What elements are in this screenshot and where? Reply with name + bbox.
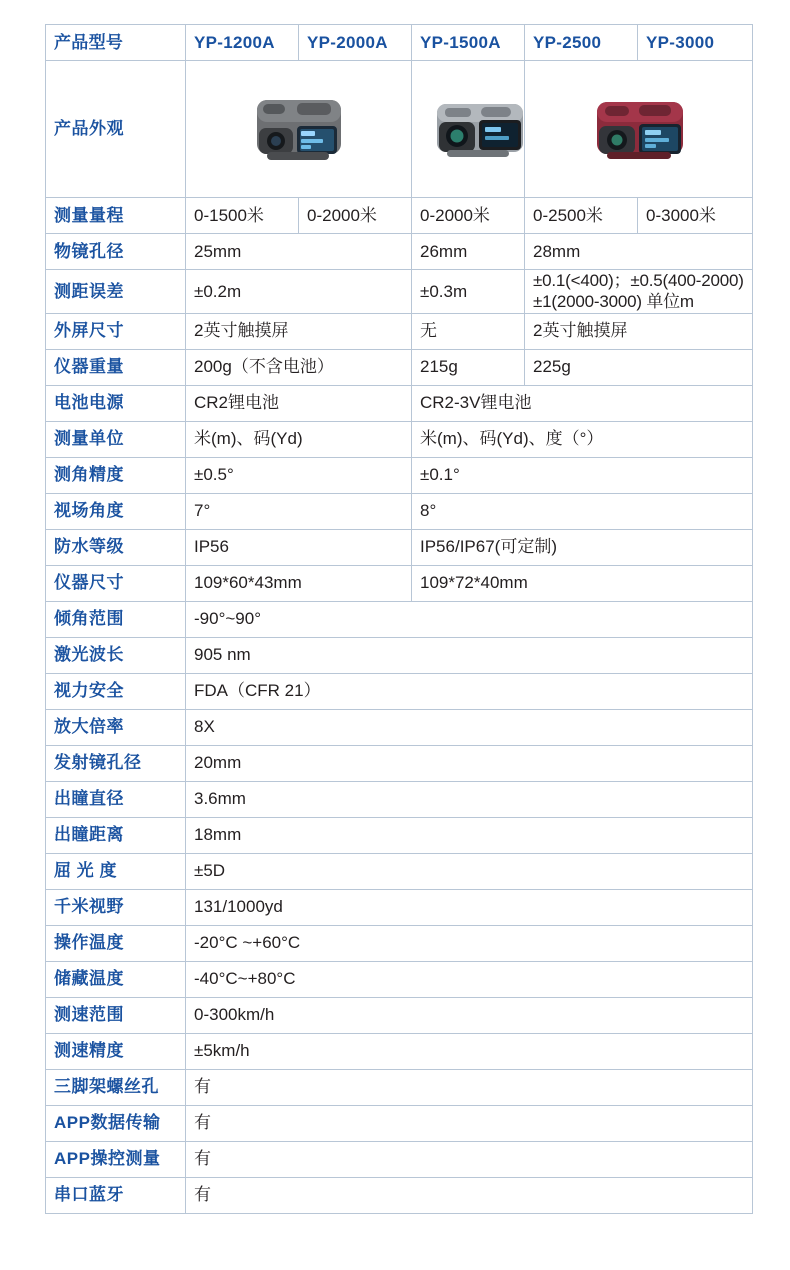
table-row (46, 997, 753, 1033)
row-value-cell: 20mm (186, 745, 753, 781)
table-row (46, 781, 753, 817)
row-value-cell: CR2锂电池 (186, 385, 412, 421)
row-value-cell: 0-1500米 (186, 198, 299, 234)
row-label-cell: 防水等级 (46, 529, 186, 565)
row-value-cell: ±0.1(<400)；±0.5(400-2000) ±1(2000-3000) 单位m (525, 270, 753, 314)
row-value-cell: ±0.2m (186, 270, 412, 314)
row-value-cell: 无 (412, 313, 525, 349)
row-label-cell: 测距误差 (46, 270, 186, 314)
row-label-cell: 物镜孔径 (46, 234, 186, 270)
table-header-row (46, 25, 753, 61)
row-value-cell: 有 (186, 1069, 753, 1105)
row-value-cell: 2英寸触摸屏 (525, 313, 753, 349)
row-label-cell: APP操控测量 (46, 1141, 186, 1177)
row-value-cell: 7° (186, 493, 412, 529)
table-row (46, 313, 753, 349)
row-value-cell: 有 (186, 1105, 753, 1141)
table-row (46, 198, 753, 234)
row-value-cell: -20°C ~+60°C (186, 925, 753, 961)
row-value-cell: 8X (186, 709, 753, 745)
row-value-cell: IP56 (186, 529, 412, 565)
table-row (46, 1069, 753, 1105)
row-value-cell: -40°C~+80°C (186, 961, 753, 997)
row-label-cell: 测量单位 (46, 421, 186, 457)
product-image-cell-3 (525, 61, 753, 198)
row-value-cell: 0-3000米 (638, 198, 753, 234)
table-row (46, 889, 753, 925)
row-value-cell: 131/1000yd (186, 889, 753, 925)
row-label-cell: 视场角度 (46, 493, 186, 529)
row-label-cell: 出瞳直径 (46, 781, 186, 817)
product-image-cell-2 (412, 61, 525, 198)
table-row (46, 961, 753, 997)
row-value-cell: 225g (525, 349, 753, 385)
row-value-cell: 28mm (525, 234, 753, 270)
row-value-cell: ±0.3m (412, 270, 525, 314)
table-row (46, 457, 753, 493)
table-row (46, 385, 753, 421)
row-value-cell: 0-2000米 (299, 198, 412, 234)
row-label-cell: 串口蓝牙 (46, 1177, 186, 1213)
row-label-cell: 激光波长 (46, 637, 186, 673)
row-label-cell: 出瞳距离 (46, 817, 186, 853)
appearance-label-cell: 产品外观 (46, 61, 186, 198)
table-row (46, 637, 753, 673)
rangefinder-silver-icon (420, 86, 540, 172)
row-value-cell: ±0.5° (186, 457, 412, 493)
row-value-cell: 0-2500米 (525, 198, 638, 234)
row-label-cell: 发射镜孔径 (46, 745, 186, 781)
row-value-cell: 215g (412, 349, 525, 385)
row-label-cell: 测速范围 (46, 997, 186, 1033)
rangefinder-dark-gray-icon (239, 86, 359, 172)
table-row (46, 234, 753, 270)
table-row (46, 601, 753, 637)
table-row (46, 421, 753, 457)
table-row (46, 565, 753, 601)
model-cell-0: YP-1200A (186, 25, 299, 61)
model-cell-3: YP-2500 (525, 25, 638, 61)
row-value-cell: 18mm (186, 817, 753, 853)
row-label-cell: 放大倍率 (46, 709, 186, 745)
row-label-cell: 三脚架螺丝孔 (46, 1069, 186, 1105)
row-value-cell: 26mm (412, 234, 525, 270)
row-label-cell: 千米视野 (46, 889, 186, 925)
row-label-cell: 储藏温度 (46, 961, 186, 997)
table-row (46, 925, 753, 961)
row-value-cell: 3.6mm (186, 781, 753, 817)
table-row (46, 529, 753, 565)
table-row (46, 1033, 753, 1069)
row-label-cell: 测速精度 (46, 1033, 186, 1069)
table-row (46, 745, 753, 781)
row-value-cell: ±0.1° (412, 457, 753, 493)
table-row (46, 1177, 753, 1213)
row-label-cell: 外屏尺寸 (46, 313, 186, 349)
row-label-cell: APP数据传输 (46, 1105, 186, 1141)
row-label-cell: 电池电源 (46, 385, 186, 421)
row-label-cell: 仪器重量 (46, 349, 186, 385)
table-row (46, 1105, 753, 1141)
row-value-cell: 有 (186, 1177, 753, 1213)
row-value-cell: 米(m)、码(Yd) (186, 421, 412, 457)
row-value-cell: 25mm (186, 234, 412, 270)
row-value-cell: -90°~90° (186, 601, 753, 637)
rangefinder-red-icon (579, 86, 699, 172)
table-row (46, 817, 753, 853)
row-label-cell: 视力安全 (46, 673, 186, 709)
table-row (46, 853, 753, 889)
row-value-cell: 200g（不含电池） (186, 349, 412, 385)
product-spec-table (45, 24, 753, 1214)
row-value-cell: 米(m)、码(Yd)、度（°） (412, 421, 753, 457)
product-image-cell-1 (186, 61, 412, 198)
row-label-cell: 仪器尺寸 (46, 565, 186, 601)
row-value-cell: CR2-3V锂电池 (412, 385, 753, 421)
table-row (46, 673, 753, 709)
header-label-cell: 产品型号 (46, 25, 186, 61)
row-value-cell: IP56/IP67(可定制) (412, 529, 753, 565)
model-cell-4: YP-3000 (638, 25, 753, 61)
row-label-cell: 测量量程 (46, 198, 186, 234)
row-value-cell: 0-300km/h (186, 997, 753, 1033)
row-value-cell: FDA（CFR 21） (186, 673, 753, 709)
appearance-row (46, 61, 753, 198)
row-value-cell: 109*72*40mm (412, 565, 753, 601)
row-label-cell: 倾角范围 (46, 601, 186, 637)
model-cell-1: YP-2000A (299, 25, 412, 61)
table-row (46, 1141, 753, 1177)
row-value-cell: 有 (186, 1141, 753, 1177)
table-row (46, 270, 753, 314)
table-row (46, 709, 753, 745)
model-cell-2: YP-1500A (412, 25, 525, 61)
row-value-cell: 905 nm (186, 637, 753, 673)
row-value-cell: 8° (412, 493, 753, 529)
row-value-cell: ±5D (186, 853, 753, 889)
row-label-cell: 屈 光 度 (46, 853, 186, 889)
row-value-cell: ±5km/h (186, 1033, 753, 1069)
row-value-cell: 109*60*43mm (186, 565, 412, 601)
row-label-cell: 测角精度 (46, 457, 186, 493)
row-value-cell: 2英寸触摸屏 (186, 313, 412, 349)
row-value-cell: 0-2000米 (412, 198, 525, 234)
table-row (46, 349, 753, 385)
table-row (46, 493, 753, 529)
row-label-cell: 操作温度 (46, 925, 186, 961)
